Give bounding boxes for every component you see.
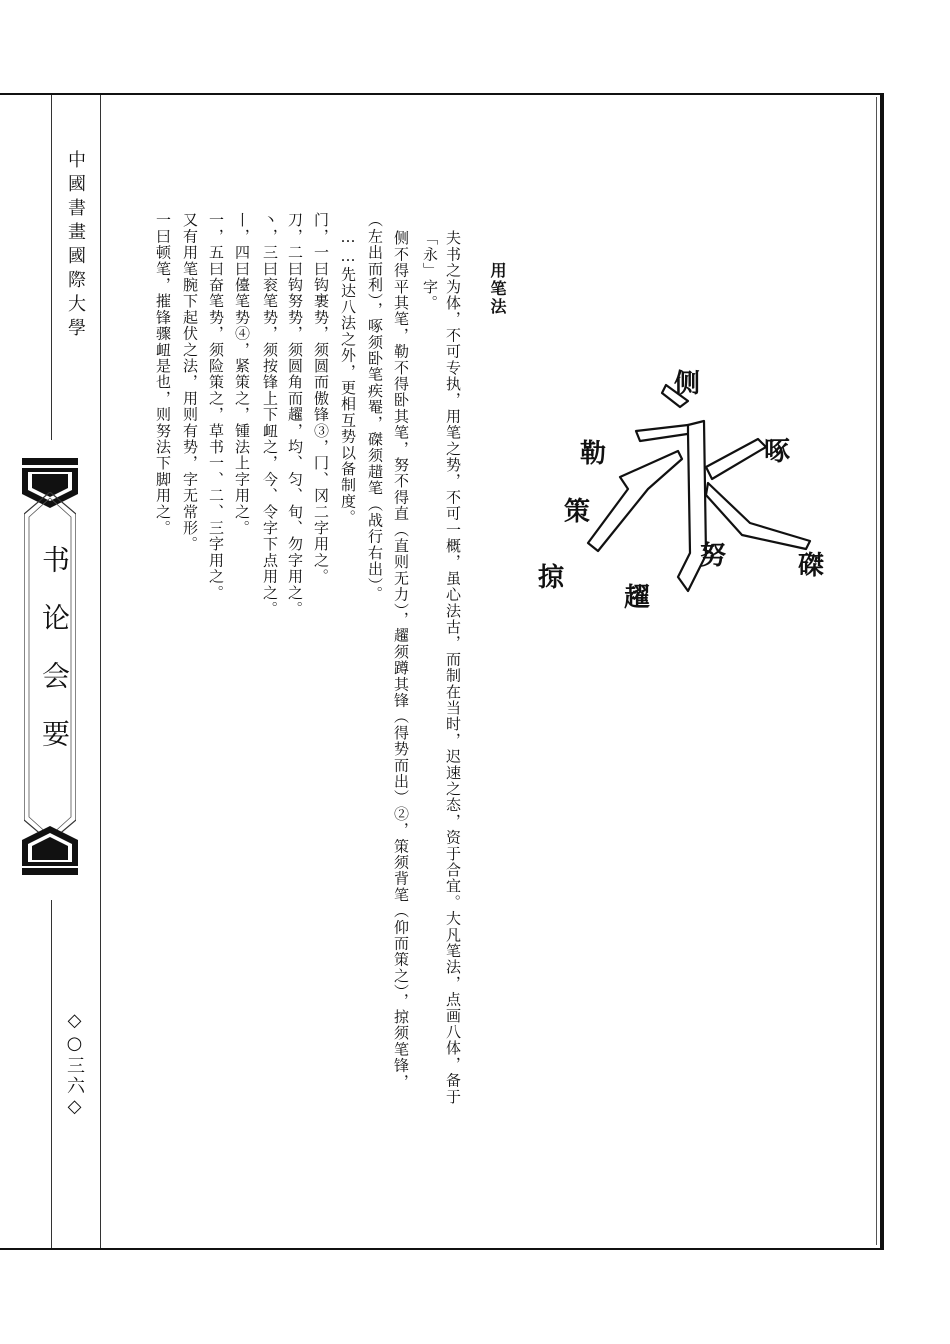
paragraph-5: 刀，二曰钩努势，须圆角而趯，均、匀、旬、勿字用之。: [286, 212, 304, 617]
page-frame-bottom: [0, 1248, 884, 1250]
label-lue: 掠: [538, 563, 565, 593]
label-zhe: 磔: [798, 551, 825, 581]
label-nu: 努: [700, 541, 727, 571]
label-ce2: 策: [564, 497, 591, 527]
page-frame-right: [880, 93, 884, 1250]
ornament-band-top: [22, 458, 78, 465]
paragraph-2: 侧不得平其笔，勒不得卧其笔，努不得直（直则无力），趯须蹲其锋（得势而出）②，策须背笔（仰而策之），掠须笔锋，: [392, 230, 410, 1090]
page-number: ◇○三六◇: [64, 1010, 85, 1119]
paragraph-6: 丶，三曰衮笔势，须按锋上下衄之，今、令字下点用之。: [261, 212, 279, 617]
paragraph-10: 一曰顿笔，摧锋骤衄是也，则努法下脚用之。: [154, 212, 172, 536]
label-ti: 趯: [624, 583, 651, 613]
book-title: 书论会要: [38, 545, 71, 777]
section-heading: 用笔法: [488, 262, 507, 316]
ornament-band-bottom: [22, 868, 78, 875]
paragraph-2-cont: （左出而利），啄须卧笔疾罨，磔须趞笔（战行右出）。: [366, 212, 384, 602]
paragraph-1: 夫书之为体，不可专执，用笔之势，不可一概，虽心法古，而制在当时，迟速之态，资于合宜。大凡笔法，点画八体，备于: [444, 230, 462, 1105]
paragraph-4: 门，一曰钩裹势，须圆而傲锋③，冂、冈二字用之。: [312, 212, 330, 585]
ornament-chevron-bottom: [22, 826, 78, 866]
series-title: 中國書畫國際大學: [65, 150, 86, 342]
label-zhuo: 啄: [764, 437, 791, 467]
margin-rule-left-lower: [51, 900, 52, 1248]
label-ce: 侧: [674, 369, 701, 399]
page-frame-right-inner: [876, 97, 877, 1245]
margin-rule-left: [51, 95, 52, 440]
yong-eight-principles-diagram: [528, 355, 858, 615]
paragraph-1-cont: 「永」字。: [421, 230, 439, 311]
label-le: 勒: [580, 439, 607, 469]
margin-rule-right: [100, 95, 101, 1248]
paragraph-7: 丨，四曰儓笔势④，紧策之，锺法上字用之。: [233, 212, 251, 536]
paragraph-3: ……先达八法之外，更相互势以备制度。: [339, 228, 357, 526]
paragraph-8: 一，五曰奋笔势，须险策之，草书一、二、三字用之。: [207, 212, 225, 601]
page-frame-top: [0, 93, 884, 95]
paragraph-9: 又有用笔腕下起伏之法，用则有势，字无常形。: [181, 212, 199, 553]
